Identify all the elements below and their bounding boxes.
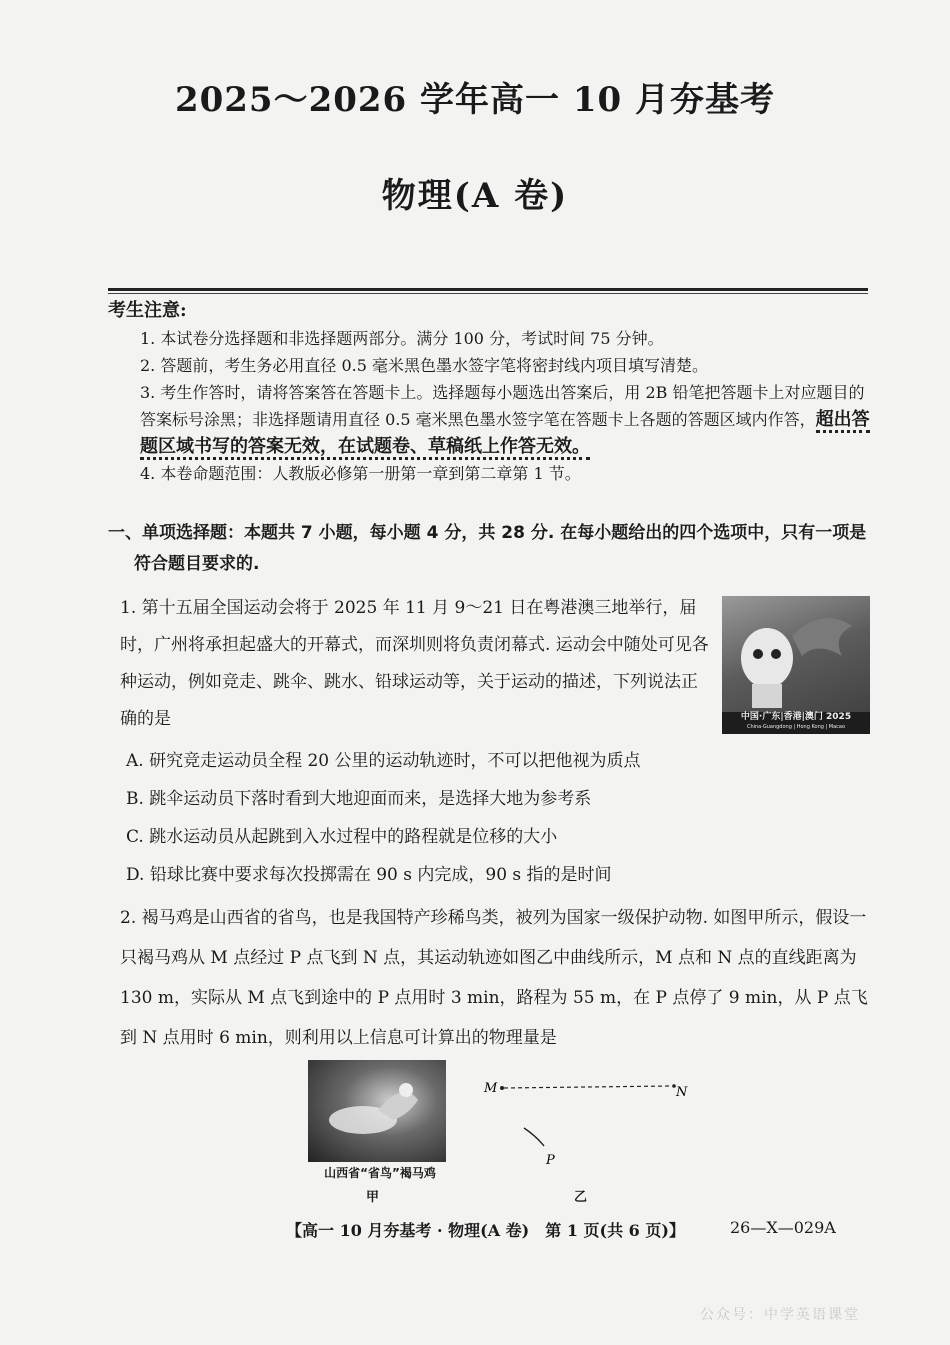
option-b: B. 跳伞运动员下落时看到大地迎面而来，是选择大地为参考系 <box>126 789 592 809</box>
exam-title: 2025～2026 学年高一 10 月夯基考 <box>174 80 776 120</box>
divider-thin <box>108 293 868 294</box>
question-2-stem: 2. 褐马鸡是山西省的省鸟，也是我国特产珍稀鸟类，被列为国家一级保护动物. 如图甲所示，假设一只褐马鸡从 M 点经过 P 点飞到 N 点，其运动轨迹如图乙中曲线所示，M 点和 N 点的直线距离为 130 m，实际从 M 点飞到途中的 P 点用时 3 min，路程为 55 m，在 P 点停了 9 min，从 P 点飞到 N 点用时 6 min，则利用以上信息可计算出的物理量是 <box>120 908 868 1048</box>
notice-item-3 <box>140 379 870 460</box>
option-a: A. 研究竞走运动员全程 20 公里的运动轨迹时，不可以把他视为质点 <box>126 751 641 771</box>
point-n-label: N <box>676 1085 688 1100</box>
notice-list <box>140 325 870 487</box>
notice-item-3-text: 3. 考生作答时，请将答案答在答题卡上。选择题每小题选出答案后，用 2B 铅笔把答题卡上对应题目的答案标号涂黑；非选择题请用直径 0.5 毫米黑色墨水签字笔在答题卡上各题的答题区域内作答， <box>140 383 865 429</box>
notice-item-2: 2. 答题前，考生务必用直径 0.5 毫米黑色墨水签字笔将密封线内项目填写清楚。 <box>140 356 708 375</box>
footer-page-info: 【高一 10 月夯基考 · 物理(A 卷) 第 1 页(共 6 页)】 <box>286 1221 685 1240</box>
games-mascot-image <box>722 596 870 734</box>
point-m <box>500 1086 504 1090</box>
bird-illustration <box>308 1060 446 1162</box>
divider-thick <box>108 288 868 291</box>
option-d: D. 铅球比赛中要求每次投掷需在 90 s 内完成，90 s 指的是时间 <box>126 865 612 885</box>
bird-photo-caption: 山西省“省鸟”褐马鸡 <box>324 1166 436 1180</box>
question-1-stem: 1. 第十五届全国运动会将于 2025 年 11 月 9～21 日在粤港澳三地举行，届时，广州将承担起盛大的开幕式，而深圳则将负责闭幕式. 运动会中随处可见各种运动，例如竞走、跳伞、跳水、铅球运动等，关于运动的描述，下列说法正确的是 <box>120 598 709 729</box>
footer-code: 26—X—029A <box>730 1218 836 1237</box>
subject-title: 物理(A 卷) <box>381 176 569 216</box>
notice-heading: 考生注意: <box>108 300 187 321</box>
figure-label-jia: 甲 <box>366 1190 380 1205</box>
point-p-label: P <box>546 1153 555 1168</box>
notice-item-4: 4. 本卷命题范围：人教版必修第一册第一章到第二章第 1 节。 <box>140 464 581 483</box>
trajectory-curve <box>524 1128 544 1146</box>
mn-straight-line <box>504 1086 672 1088</box>
notice-item-1: 1. 本试卷分选择题和非选择题两部分。满分 100 分，考试时间 75 分钟。 <box>140 329 664 348</box>
notice-item-3-emphasis: 超出答题区域书写的答案无效，在试题卷、草稿纸上作答无效。 <box>140 409 870 460</box>
section-heading <box>108 518 878 580</box>
mascot-illustration <box>722 596 870 712</box>
point-m-label: M <box>484 1081 498 1096</box>
figure-label-yi: 乙 <box>574 1190 588 1205</box>
section-heading-line1: 一、单项选择题：本题共 7 小题，每小题 4 分，共 28 分. 在每小题给出的四个选项中，只有一项是 <box>108 523 867 543</box>
mascot-caption-sub: China·Guangdong | Hong Kong | Macao <box>746 724 846 730</box>
trajectory-diagram <box>480 1070 700 1170</box>
section-heading-line2: 符合题目要求的. <box>134 554 260 574</box>
mascot-caption-main: 中国·广东|香港|澳门 2025 <box>740 712 852 722</box>
bird-photo <box>308 1060 446 1162</box>
watermark: 公众号：中学英语课堂 <box>700 1307 860 1323</box>
question-1-options <box>126 742 866 894</box>
option-c: C. 跳水运动员从起跳到入水过程中的路程就是位移的大小 <box>126 827 558 847</box>
mascot-image-caption <box>722 712 870 734</box>
